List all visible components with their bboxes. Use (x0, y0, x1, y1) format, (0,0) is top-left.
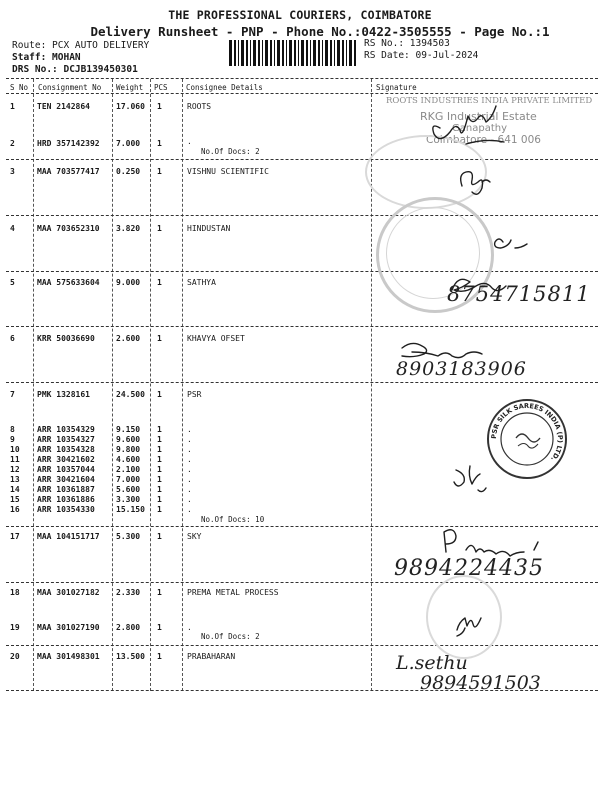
col-pcs: PCS (154, 83, 168, 92)
barcode-bar (346, 40, 347, 66)
row-weight: 7.000 (116, 139, 141, 148)
roots-stamp-line3: Ganapathy (452, 123, 507, 134)
row-sno: 12 (10, 465, 20, 474)
row-pcs: 1 (157, 435, 162, 444)
handwritten-phone-row17: 9894224435 (394, 556, 544, 581)
row-pcs: 1 (157, 139, 162, 148)
barcode-bar (354, 40, 356, 66)
rs-number: RS No.: 1394503 (364, 38, 450, 49)
row-consignment: MAA 703652310 (37, 224, 100, 233)
row-weight: 2.330 (116, 588, 141, 597)
col-divider (112, 79, 113, 691)
row-consignee: . (187, 475, 192, 484)
row-sno: 8 (10, 425, 15, 434)
roots-stamp-line4: Coimbatore - 641 006 (426, 134, 541, 146)
row-consignee: . (187, 623, 192, 632)
row-pcs: 1 (157, 390, 162, 399)
row-sno: 7 (10, 390, 15, 399)
docs-note: No.Of Docs: 2 (201, 632, 260, 641)
row-pcs: 1 (157, 623, 162, 632)
barcode-bar (322, 40, 323, 66)
roots-stamp-line2: RKG Industrial Estate (420, 110, 537, 123)
col-sno: S No (10, 83, 29, 92)
row-weight: 9.600 (116, 435, 141, 444)
barcode-bar (246, 40, 248, 66)
roots-stamp-line1: ROOTS INDUSTRIES INDIA PRIVATE LIMITED (386, 96, 593, 106)
row-consignee: . (187, 137, 192, 146)
row-consignee: PSR (187, 390, 202, 399)
row-sno: 13 (10, 475, 20, 484)
row-consignee: KHAVYA OFSET (187, 334, 245, 343)
runsheet-subtitle: Delivery Runsheet - PNP - Phone No.:0422-3505555 - Page No.:1 (90, 24, 550, 39)
row-rule (6, 326, 598, 327)
row-consignment: ARR 10361887 (37, 485, 95, 494)
row-weight: 13.500 (116, 652, 145, 661)
barcode-bar (274, 40, 275, 66)
row-consignee: PRABAHARAN (187, 652, 236, 661)
staff-label: Staff: MOHAN (12, 52, 81, 63)
header-bottom-rule (6, 93, 598, 94)
row-weight: 3.300 (116, 495, 141, 504)
psr-stamp-text: PSR SILK SAREES INDIA (P) LTD. (489, 401, 565, 463)
row-sno: 16 (10, 505, 20, 514)
barcode-bar (306, 40, 308, 66)
row-weight: 5.600 (116, 485, 141, 494)
row-consignment: ARR 10354329 (37, 425, 95, 434)
row-consignment: ARR 10357044 (37, 465, 95, 474)
psr-stamp (486, 398, 568, 480)
barcode-bar (241, 40, 244, 66)
col-divider (182, 79, 183, 691)
row-pcs: 1 (157, 224, 162, 233)
docs-note: No.Of Docs: 10 (201, 515, 265, 524)
row-consignment: PMK 1328161 (37, 390, 90, 399)
row-sno: 20 (10, 652, 20, 661)
barcode-bar (310, 40, 311, 66)
row-weight: 9.800 (116, 445, 141, 454)
row-consignee: . (187, 465, 192, 474)
row-pcs: 1 (157, 425, 162, 434)
row-consignee: . (187, 485, 192, 494)
row-pcs: 1 (157, 505, 162, 514)
col-divider (150, 79, 151, 691)
row-weight: 2.800 (116, 623, 141, 632)
row-pcs: 1 (157, 278, 162, 287)
barcode-bar (325, 40, 328, 66)
barcode-bar (313, 40, 316, 66)
row-sno: 5 (10, 278, 15, 287)
row-consignee: ROOTS (187, 102, 212, 111)
barcode-bar (330, 40, 332, 66)
row-consignment: MAA 104151717 (37, 532, 100, 541)
docs-note: No.Of Docs: 2 (201, 147, 260, 156)
barcode-bar (337, 40, 340, 66)
row-sno: 10 (10, 445, 20, 454)
row-rule (6, 526, 598, 527)
row-weight: 9.150 (116, 425, 141, 434)
row-consignment: MAA 575633604 (37, 278, 100, 287)
row-weight: 3.820 (116, 224, 141, 233)
row-sno: 3 (10, 167, 15, 176)
barcode-bar (270, 40, 272, 66)
row-pcs: 1 (157, 652, 162, 661)
row-rule (6, 159, 598, 160)
row-rule (6, 645, 598, 646)
row-consignment: ARR 10354327 (37, 435, 95, 444)
barcode-bar (229, 40, 232, 66)
row-consignment: ARR 10361886 (37, 495, 95, 504)
row-weight: 2.600 (116, 334, 141, 343)
row-consignment: KRR 50036690 (37, 334, 95, 343)
row-consignee: HINDUSTAN (187, 224, 231, 233)
handwritten-phone-row5: 8754715811 (447, 282, 591, 306)
row-consignee: SATHYA (187, 278, 216, 287)
route-label: Route: PCX AUTO DELIVERY (12, 40, 150, 51)
rs-date: RS Date: 09-Jul-2024 (364, 50, 479, 61)
row-sno: 9 (10, 435, 15, 444)
row-pcs: 1 (157, 102, 162, 111)
row-sno: 4 (10, 224, 15, 233)
row-consignment: MAA 301027190 (37, 623, 100, 632)
row-consignee: . (187, 435, 192, 444)
row-sno: 1 (10, 102, 15, 111)
handwritten-phone-row6: 8903183906 (396, 358, 527, 380)
signature-row7-16 (454, 466, 486, 492)
row-consignment: MAA 301027182 (37, 588, 100, 597)
row-pcs: 1 (157, 485, 162, 494)
col-consignee: Consignee Details (186, 83, 263, 92)
row-sno: 15 (10, 495, 20, 504)
row-consignment: ARR 10354328 (37, 445, 95, 454)
barcode-bar (349, 40, 352, 66)
barcode-bar (238, 40, 239, 66)
row-consignee: SKY (187, 532, 202, 541)
row-pcs: 1 (157, 532, 162, 541)
row-pcs: 1 (157, 465, 162, 474)
row-consignment: ARR 30421604 (37, 475, 95, 484)
barcode-bar (262, 40, 263, 66)
row-pcs: 1 (157, 455, 162, 464)
barcode-bar (265, 40, 268, 66)
row-consignment: ARR 10354330 (37, 505, 95, 514)
barcode-bar (342, 40, 344, 66)
row-consignment: MAA 301498301 (37, 652, 100, 661)
row-rule (6, 215, 598, 216)
row-weight: 2.100 (116, 465, 141, 474)
barcode-bar (289, 40, 292, 66)
row-consignee: VISHNU SCIENTIFIC (187, 167, 269, 176)
drs-number: DRS No.: DCJB139450301 (12, 64, 138, 75)
row-weight: 17.060 (116, 102, 145, 111)
col-divider (33, 79, 34, 691)
row-consignment: TEN 2142864 (37, 102, 90, 111)
signature-row17 (444, 530, 538, 556)
faded-stamp (426, 575, 502, 659)
barcode-bar (301, 40, 304, 66)
row-weight: 9.000 (116, 278, 141, 287)
row-pcs: 1 (157, 495, 162, 504)
row-pcs: 1 (157, 475, 162, 484)
row-rule (6, 582, 598, 583)
row-consignee: . (187, 505, 192, 514)
col-signature: Signature (376, 83, 417, 92)
row-pcs: 1 (157, 445, 162, 454)
row-sno: 14 (10, 485, 20, 494)
row-weight: 15.150 (116, 505, 145, 514)
row-pcs: 1 (157, 588, 162, 597)
row-weight: 24.500 (116, 390, 145, 399)
signature-row6 (402, 343, 482, 357)
row-sno: 2 (10, 139, 15, 148)
row-rule (6, 382, 598, 383)
row-consignment: HRD 357142392 (37, 139, 100, 148)
barcode-bar (334, 40, 335, 66)
row-sno: 6 (10, 334, 15, 343)
barcode-bar (298, 40, 299, 66)
barcode (229, 40, 358, 66)
barcode-bar (250, 40, 251, 66)
row-weight: 4.600 (116, 455, 141, 464)
row-consignee: . (187, 495, 192, 504)
handwritten-phone-row20: 9894591503 (420, 672, 541, 694)
company-title: THE PROFESSIONAL COURIERS, COIMBATORE (168, 8, 432, 22)
row-sno: 19 (10, 623, 20, 632)
row-consignment: ARR 30421602 (37, 455, 95, 464)
row-consignee: . (187, 425, 192, 434)
barcode-bar (258, 40, 260, 66)
row-rule (6, 271, 598, 272)
row-consignee: PREMA METAL PROCESS (187, 588, 279, 597)
barcode-bar (234, 40, 236, 66)
handwritten-name-row20: L.sethu (396, 652, 468, 674)
row-consignment: MAA 703577417 (37, 167, 100, 176)
row-pcs: 1 (157, 167, 162, 176)
row-sno: 11 (10, 455, 20, 464)
header-top-rule (6, 78, 598, 79)
row-pcs: 1 (157, 334, 162, 343)
row-sno: 18 (10, 588, 20, 597)
row-weight: 7.000 (116, 475, 141, 484)
barcode-bar (286, 40, 287, 66)
row-weight: 0.250 (116, 167, 141, 176)
barcode-bar (318, 40, 320, 66)
barcode-bar (277, 40, 280, 66)
row-consignee: . (187, 445, 192, 454)
barcode-bar (253, 40, 256, 66)
row-weight: 5.300 (116, 532, 141, 541)
barcode-bar (294, 40, 296, 66)
col-weight: Weight (116, 83, 144, 92)
col-consignment: Consignment No (38, 83, 102, 92)
row-sno: 17 (10, 532, 20, 541)
row-consignee: . (187, 455, 192, 464)
barcode-bar (282, 40, 284, 66)
signature-row4 (495, 239, 527, 248)
